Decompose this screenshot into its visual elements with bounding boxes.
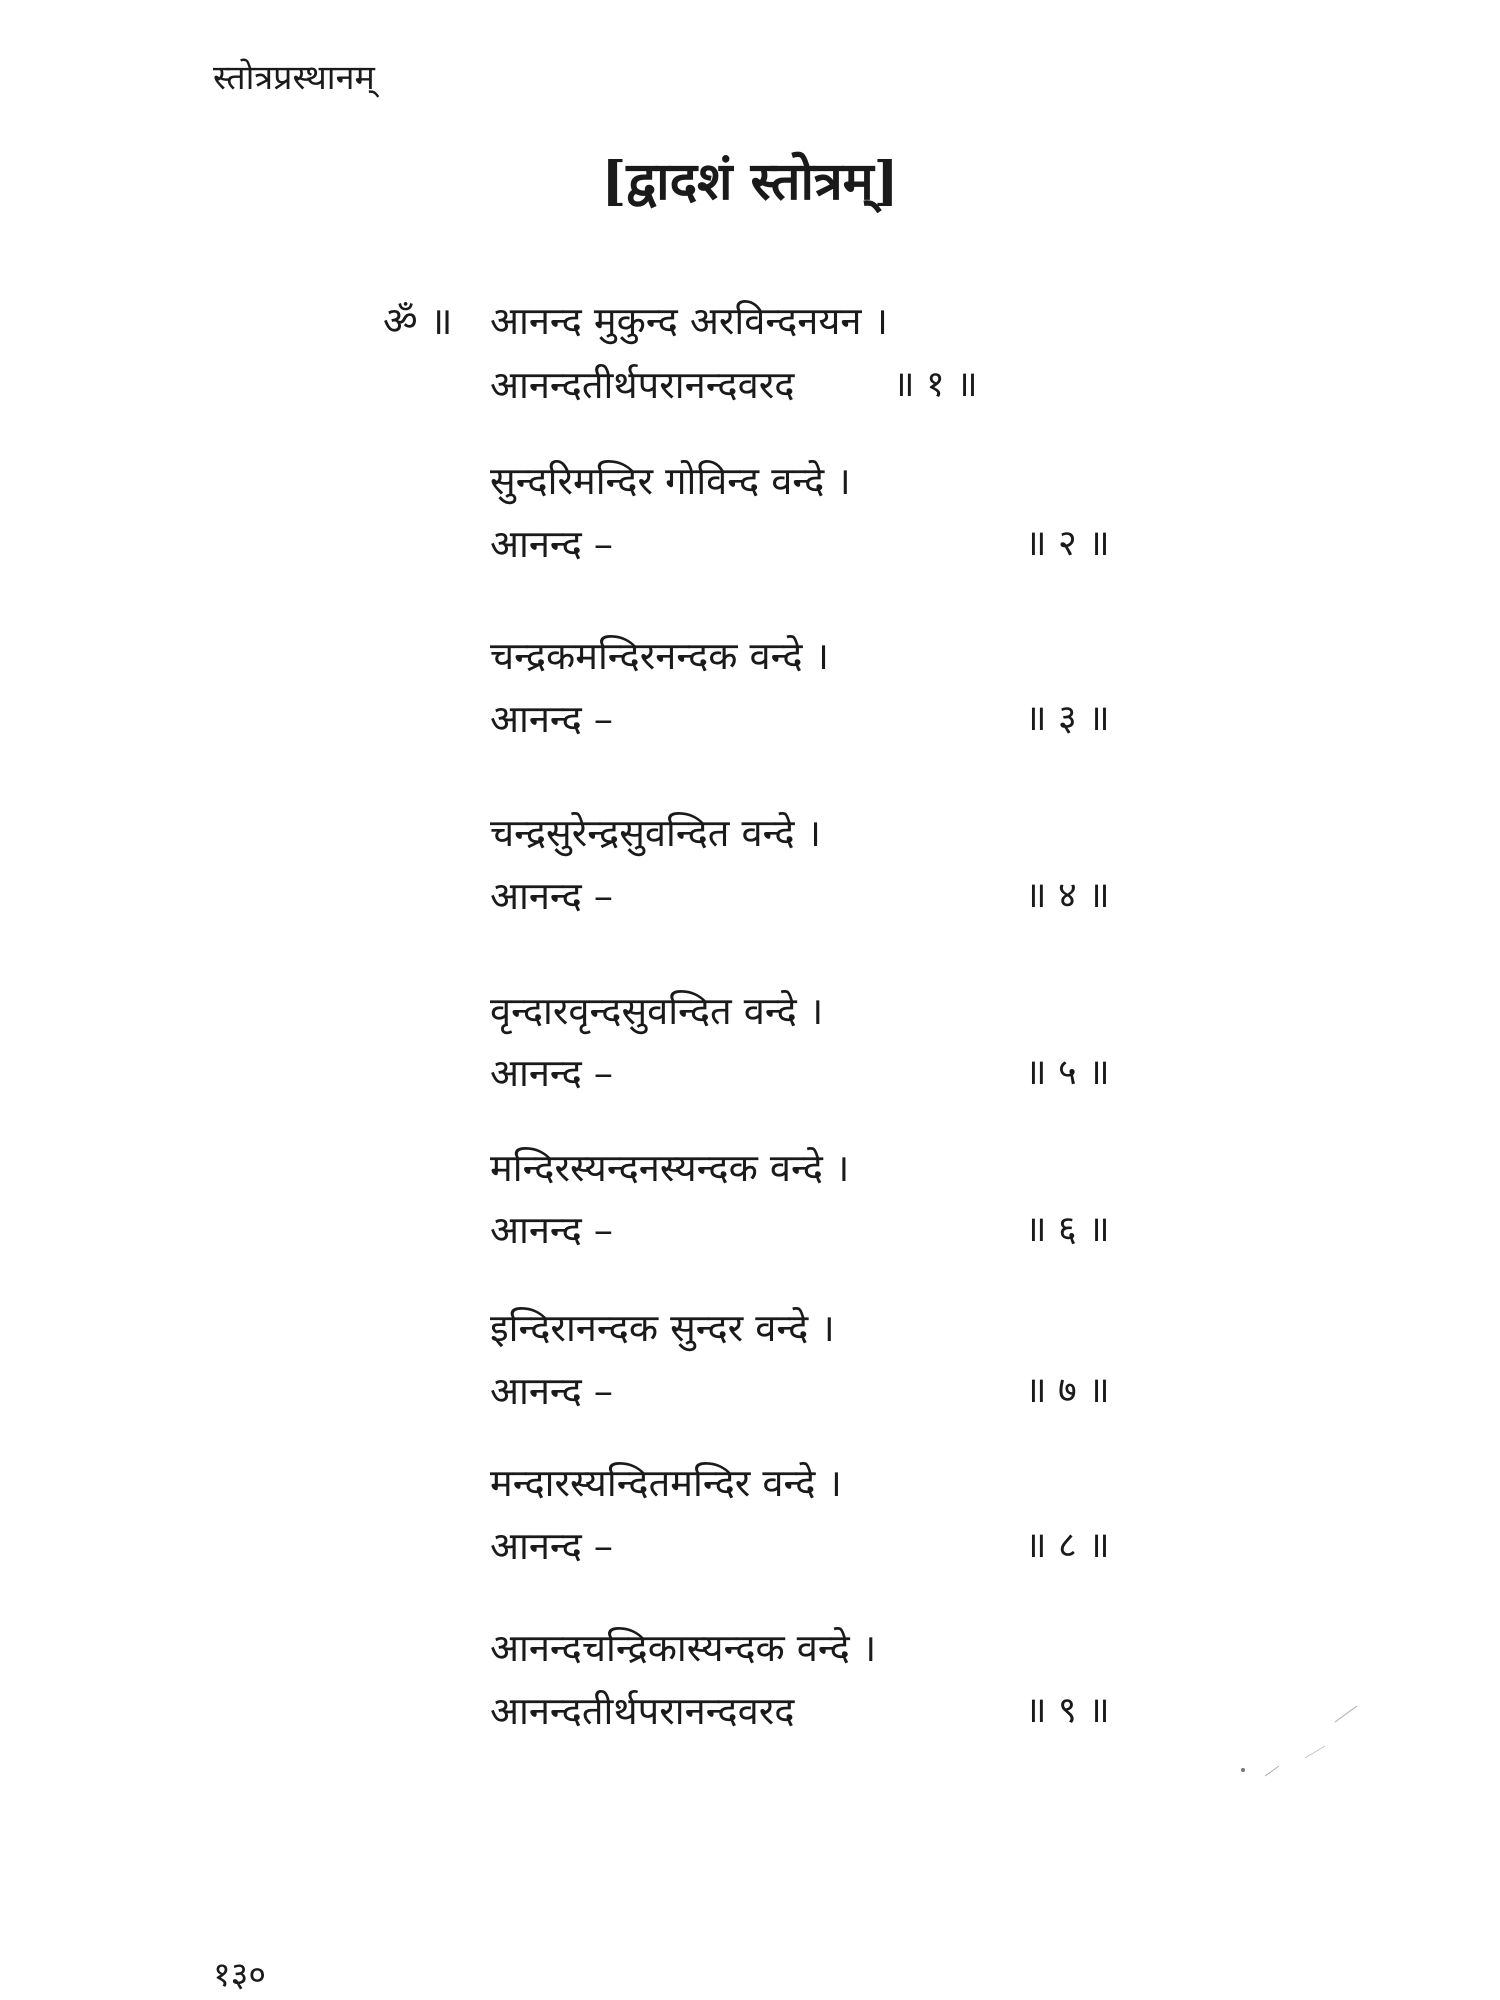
verse-number: ॥ २ ॥ [1025,523,1110,564]
verse-number: ॥ ८ ॥ [1025,1525,1110,1566]
verse-line-2: आनन्द – [490,697,613,741]
verse-number: ॥ ६ ॥ [1025,1209,1110,1250]
verse-number: ॥ ७ ॥ [1025,1370,1110,1411]
verse-line-1: मन्दिरस्यन्दनस्यन्दक वन्दे । [490,1146,850,1190]
verse-number: ॥ १ ॥ [893,364,978,405]
verse-line-1: मन्दारस्यन्दितमन्दिर वन्दे । [490,1461,842,1505]
verse-line-1: वृन्दारवृन्दसुवन्दित वन्दे । [490,989,824,1033]
verse-line-2: आनन्द – [490,1051,613,1095]
verse-line-2: आनन्द – [490,522,613,566]
om-invocation: ॐ ॥ [383,299,453,343]
verse-line-2: आनन्द – [490,1524,613,1568]
verse-number: ॥ ३ ॥ [1025,698,1110,739]
verse-line-1: इन्दिरानन्दक सुन्दर वन्दे । [490,1306,835,1350]
running-header: स्तोत्रप्रस्थानम् [213,58,375,98]
scan-specks [1235,1700,1375,1800]
verse-line-1: चन्द्रकमन्दिरनन्दक वन्दे । [490,634,830,678]
verse-number: ॥ ४ ॥ [1025,875,1110,916]
verse-line-1: सुन्दरिमन्दिर गोविन्द वन्दे । [490,459,851,503]
verse-line-2: आनन्द – [490,874,613,918]
verse-line-1: चन्द्रसुरेन्द्रसुवन्दित वन्दे । [490,811,822,855]
verse-number: ॥ ५ ॥ [1025,1052,1110,1093]
verse-line-1: आनन्द मुकुन्द अरविन्दनयन । [490,299,888,343]
page-number: १३० [213,1955,267,1995]
verse-number: ॥ ९ ॥ [1025,1690,1110,1731]
verse-line-2: आनन्द – [490,1369,613,1413]
verse-line-2: आनन्दतीर्थपरानन्दवरद [490,363,795,407]
verse-line-2: आनन्दतीर्थपरानन्दवरद [490,1689,795,1733]
verse-line-2: आनन्द – [490,1208,613,1252]
stotra-title: [द्वादशं स्तोत्रम्] [601,151,899,212]
verse-line-1: आनन्दचन्द्रिकास्यन्दक वन्दे । [490,1626,877,1670]
